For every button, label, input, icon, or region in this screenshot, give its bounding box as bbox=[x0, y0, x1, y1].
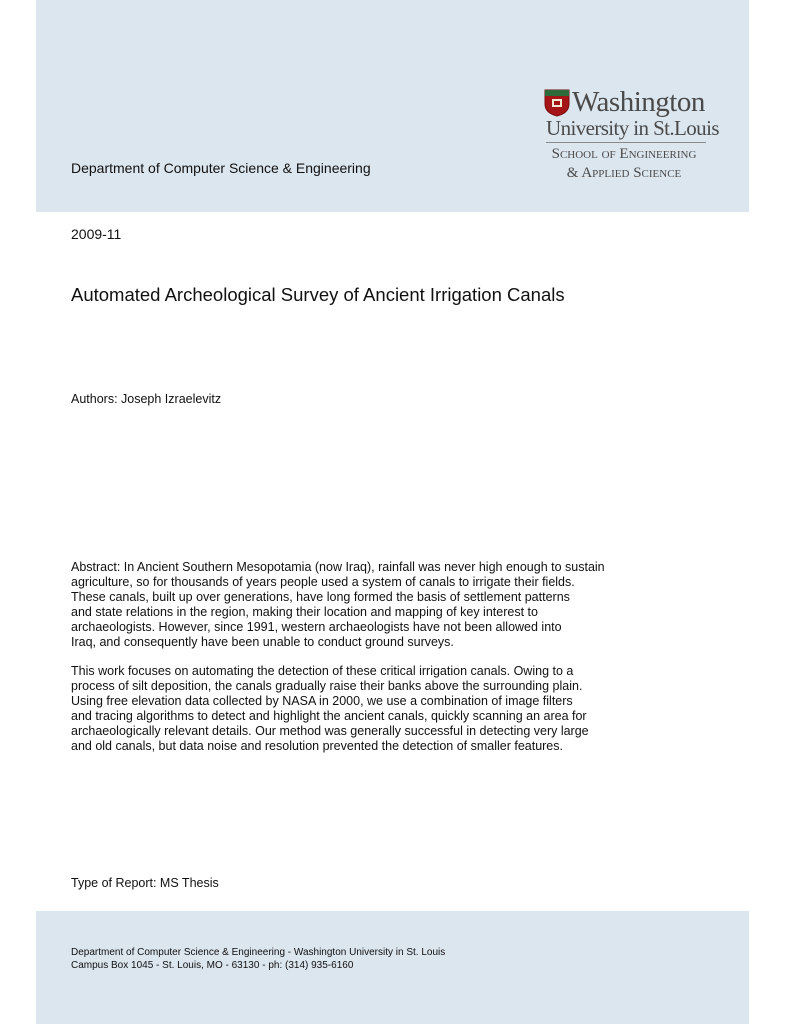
shield-icon bbox=[544, 89, 570, 117]
report-title: Automated Archeological Survey of Ancient Irrigation Canals bbox=[71, 284, 565, 305]
department-name: Department of Computer Science & Engineering bbox=[71, 160, 371, 176]
footer-line: Campus Box 1045 - St. Louis, MO - 63130 - ph: (314) 935-6160 bbox=[71, 960, 354, 971]
footer-line: Department of Computer Science & Engineering - Washington University in St. Louis bbox=[71, 947, 446, 958]
logo-school-line1: School of Engineering bbox=[551, 146, 697, 162]
logo-university: University in St.Louis bbox=[546, 116, 719, 140]
abstract-paragraph: This work focuses on automating the detection of these critical irrigation canals. Owing to a process of silt deposition, the canals gradually raise their banks above the surrounding plain. Using free elevation data collected by NASA in 2000, we use a combination of image filters and tracing algorithms to detect and highlight the ancient canals, quickly scanning an area for archaeologically relevant details. Our method was generally successful in detecting very large and old canals, but data noise and resolution prevented the detection of smaller features. bbox=[71, 664, 589, 753]
university-logo bbox=[532, 86, 722, 186]
report-date: 2009-11 bbox=[71, 226, 122, 242]
logo-washington: Washington bbox=[572, 86, 705, 118]
logo-divider bbox=[546, 142, 706, 143]
footer-address bbox=[71, 946, 445, 972]
report-type: Type of Report: MS Thesis bbox=[71, 876, 219, 890]
logo-school-line2: & Applied Science bbox=[566, 165, 682, 181]
report-authors: Authors: Joseph Izraelevitz bbox=[71, 392, 222, 406]
logo-school bbox=[532, 145, 716, 183]
abstract bbox=[71, 560, 651, 768]
abstract-paragraph: Abstract: In Ancient Southern Mesopotamia (now Iraq), rainfall was never high enough to sustain agriculture, so for thousands of years people used a system of canals to irrigate their fields. These canals, built up over generations, have long formed the basis of settlement patterns and state relations in the region, making their location and mapping of key interest to archaeologists. However, since 1991, western archaeologists have not been allowed into Iraq, and consequently have been unable to conduct ground surveys. bbox=[71, 560, 605, 649]
